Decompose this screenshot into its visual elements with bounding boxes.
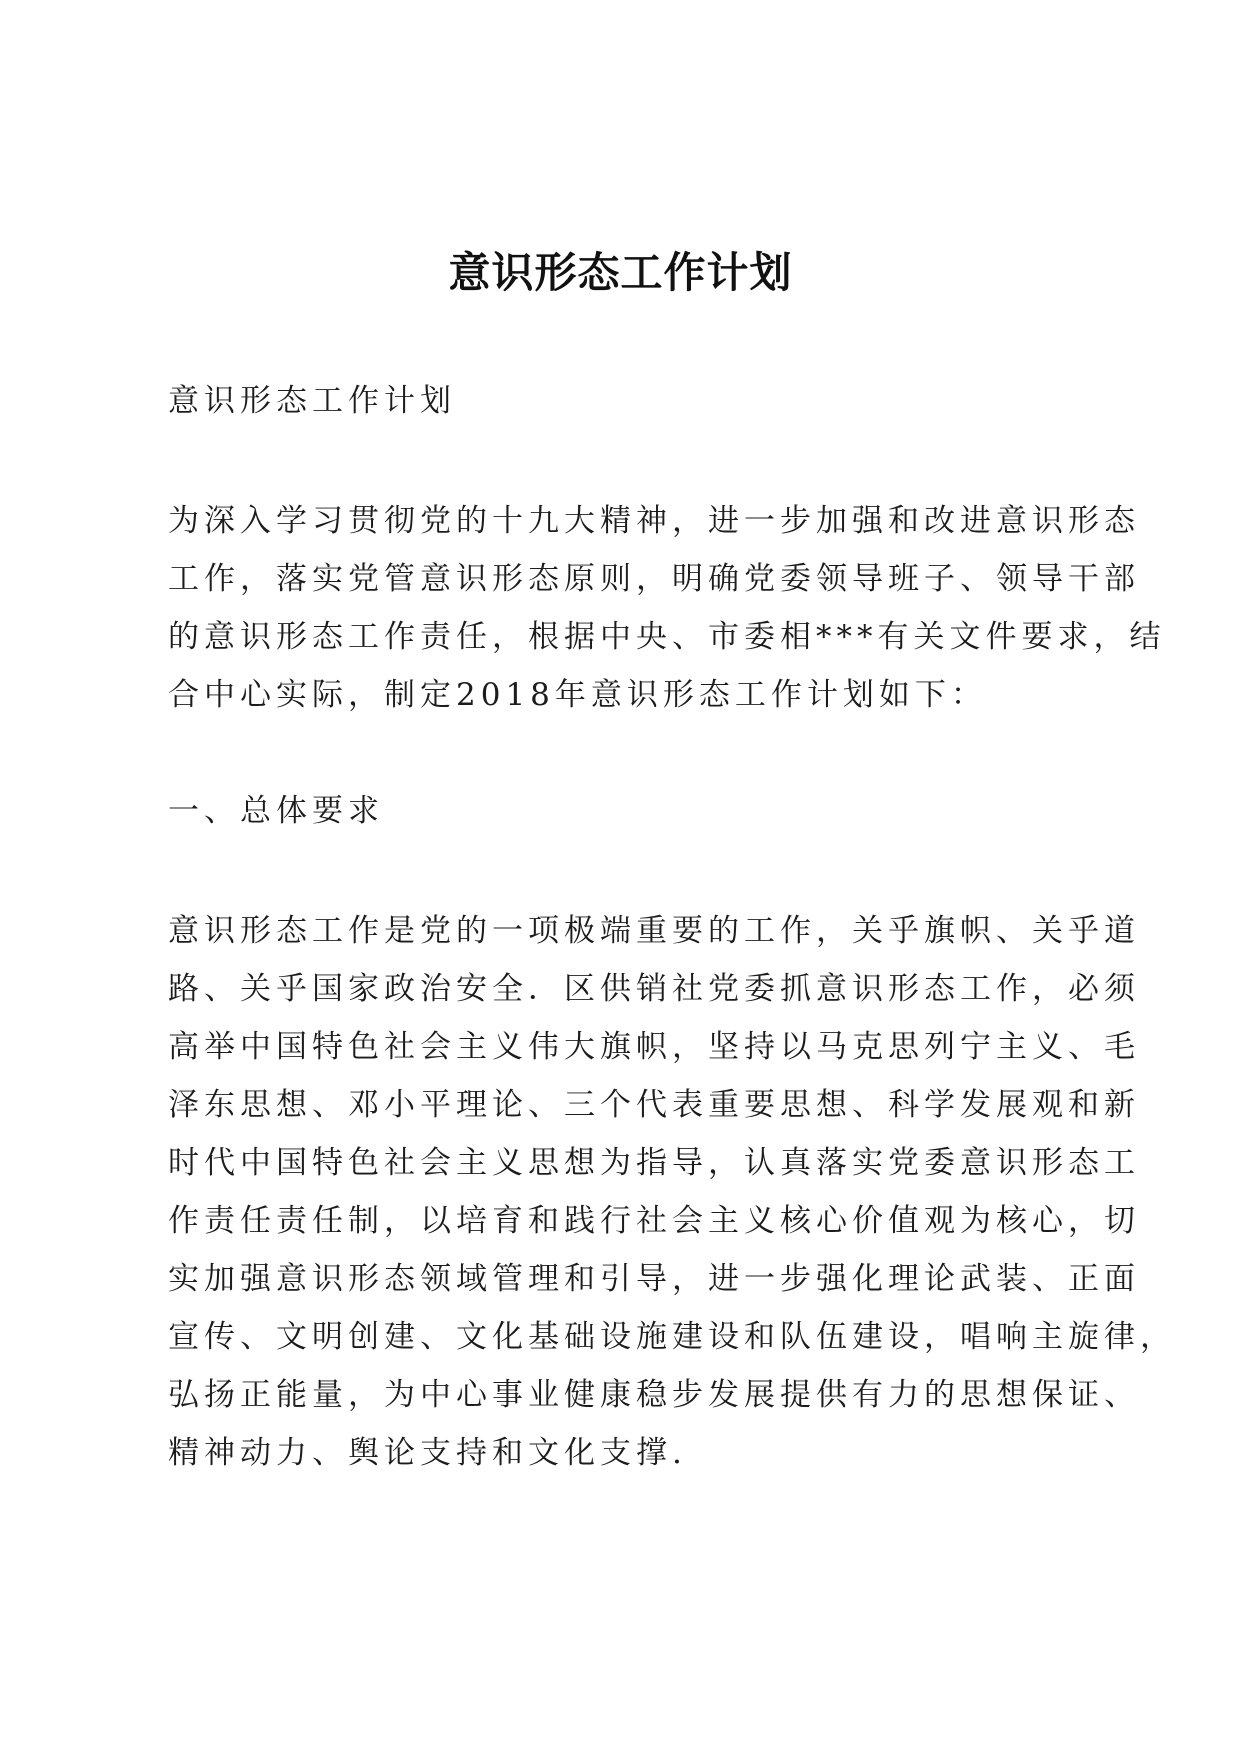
paragraph-line: 实加强意识形态领域管理和引导，进一步强化理论武装、正面: [168, 1261, 1140, 1297]
subtitle-line: 意识形态工作计划: [168, 383, 456, 419]
section-heading-line: 一、总体要求: [168, 793, 384, 829]
paragraph-line: 合中心实际，制定2018年意识形态工作计划如下：: [168, 677, 987, 713]
paragraph-line: 为深入学习贯彻党的十九大精神，进一步加强和改进意识形态: [168, 503, 1140, 539]
paragraph-line: 泽东思想、邓小平理论、三个代表重要思想、科学发展观和新: [168, 1087, 1140, 1123]
paragraph-line: 时代中国特色社会主义思想为指导，认真落实党委意识形态工: [168, 1145, 1140, 1181]
section-heading-general-requirements: [168, 782, 1078, 840]
paragraph-line: 工作，落实党管意识形态原则，明确党委领导班子、领导干部: [168, 561, 1140, 597]
general-requirements-paragraph: [168, 902, 1176, 1482]
paragraph-line: 作责任责任制，以培育和践行社会主义核心价值观为核心，切: [168, 1203, 1140, 1239]
intro-paragraph: [168, 492, 1166, 724]
document-subtitle: [168, 372, 1078, 430]
paragraph-line: 路、关乎国家政治安全．区供销社党委抓意识形态工作，必须: [168, 971, 1140, 1007]
document-title: 意识形态工作计划: [448, 248, 793, 297]
paragraph-line: 宣传、文明创建、文化基础设施建设和队伍建设，唱响主旋律，: [168, 1319, 1176, 1355]
paragraph-line: 弘扬正能量，为中心事业健康稳步发展提供有力的思想保证、: [168, 1377, 1140, 1413]
paragraph-line: 的意识形态工作责任，根据中央、市委相***有关文件要求，结: [168, 619, 1166, 655]
paragraph-line: 高举中国特色社会主义伟大旗帜，坚持以马克思列宁主义、毛: [168, 1029, 1140, 1065]
paragraph-line: 精神动力、舆论支持和文化支撑.: [168, 1435, 687, 1471]
paragraph-line: 意识形态工作是党的一项极端重要的工作，关乎旗帜、关乎道: [168, 913, 1140, 949]
